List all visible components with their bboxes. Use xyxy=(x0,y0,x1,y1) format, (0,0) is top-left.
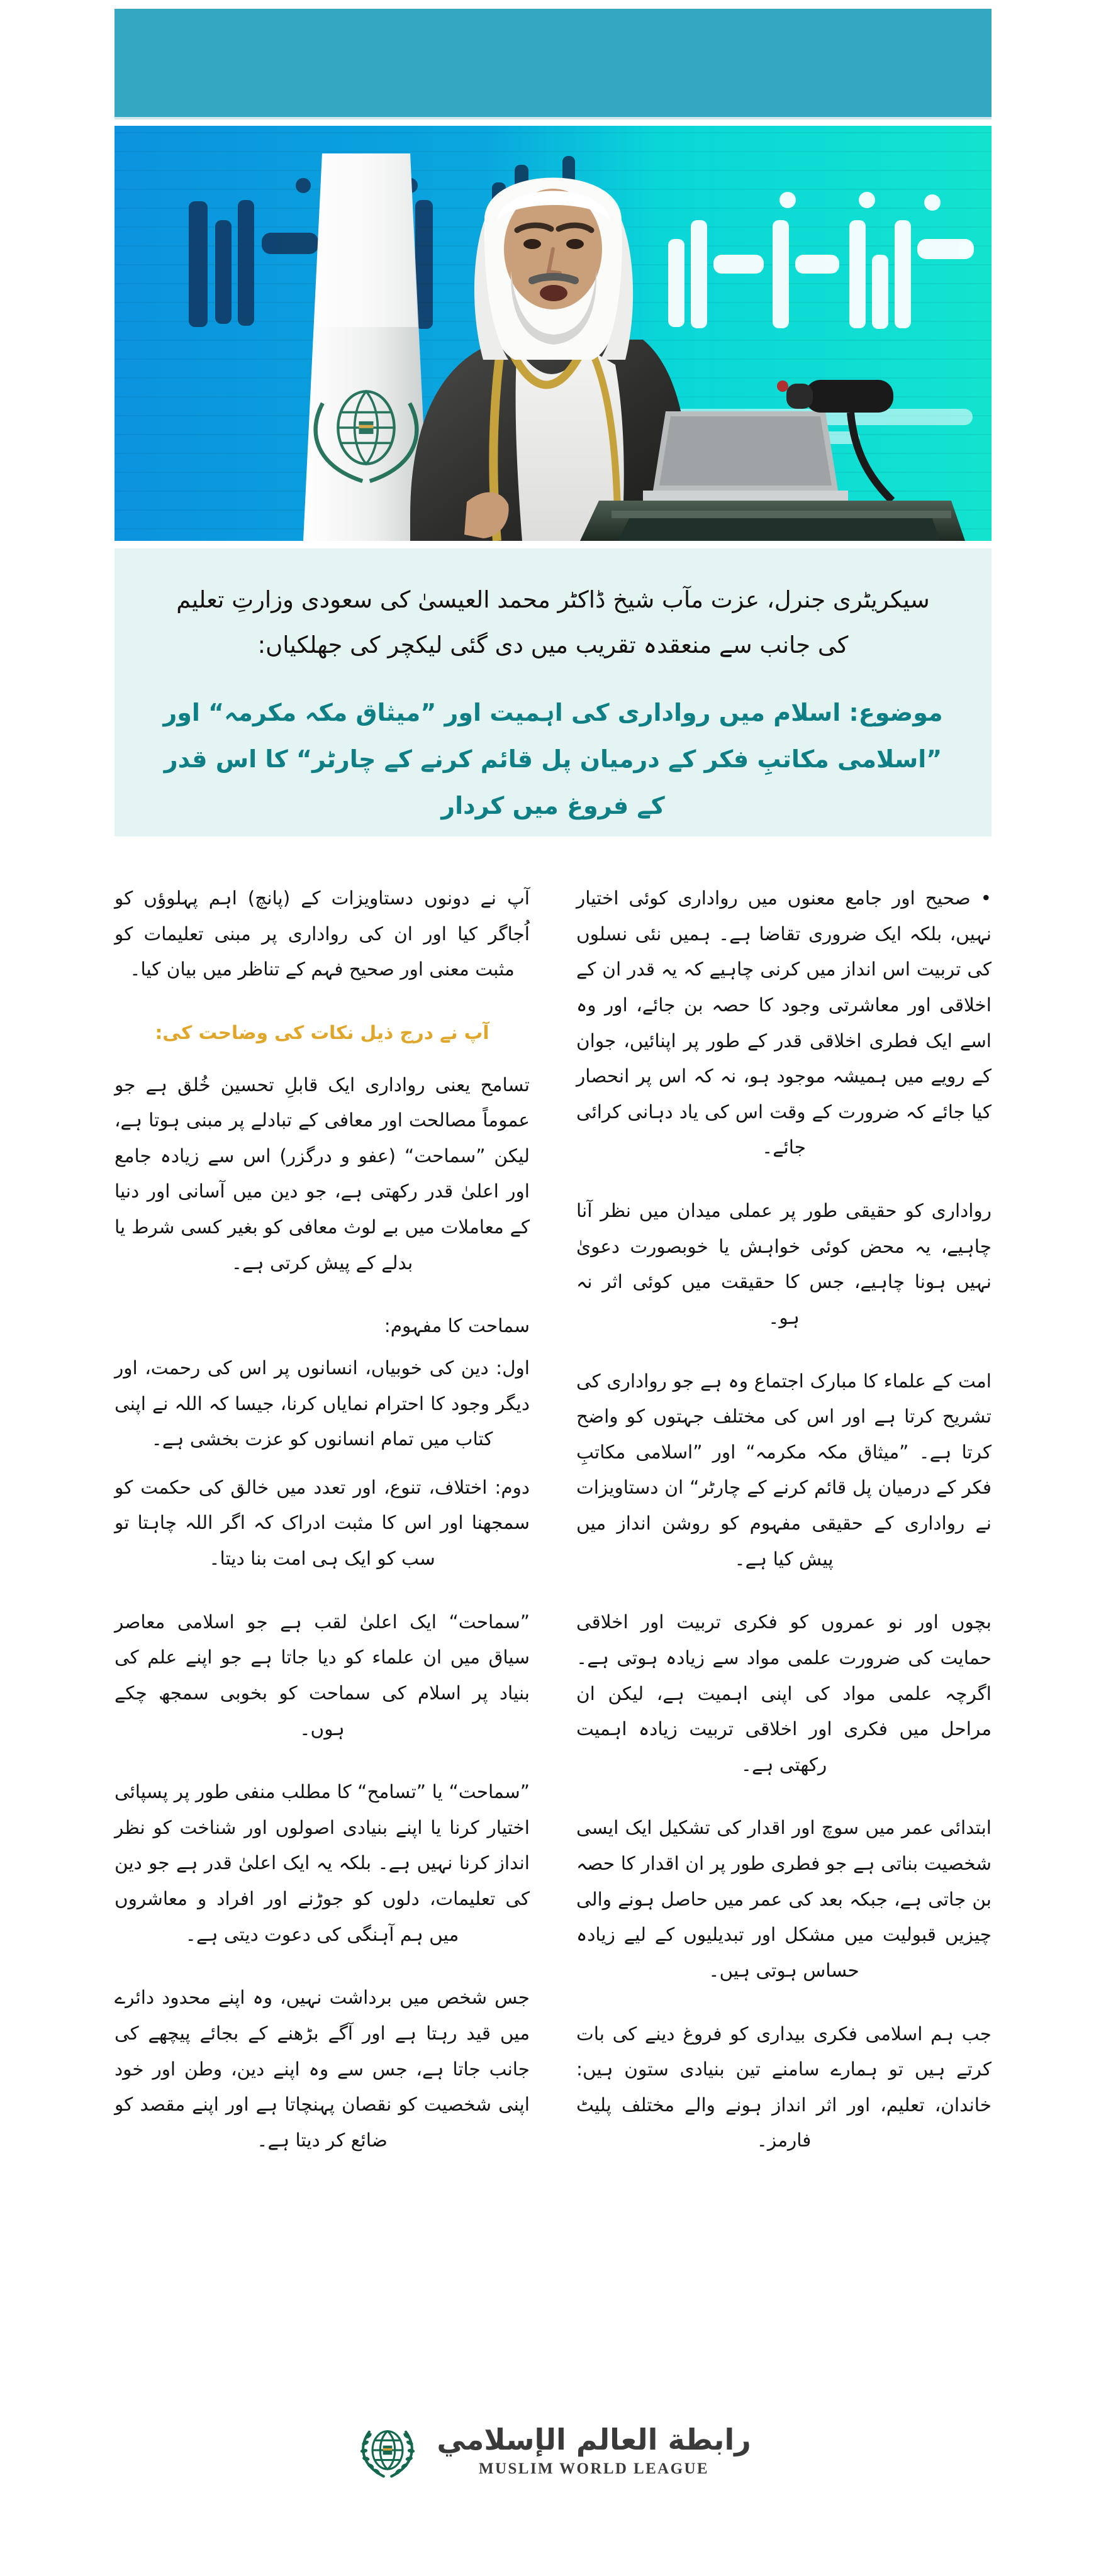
paragraph: ابتدائی عمر میں سوچ اور اقدار کی تشکیل ایک ایسی شخصیت بناتی ہے جو فطری طور پر ان اقدار کا حصہ بن جاتی ہے، جبکہ بعد کی عمر میں حاصل ہونے والی چیزیں قبولیت میں مشکل اور تبدیلیوں کے لیے زیادہ حساس ہوتی ہیں۔ xyxy=(576,1817,991,1981)
hero-photo-illustration xyxy=(115,126,991,541)
caption-subject-text: موضوع: اسلام میں رواداری کی اہمیت اور ”میثاق مکہ مکرمہ“ اور ”اسلامی مکاتبِ فکر کے درمیان پل قائم کرنے کے چارٹر“ کا اس قدر کے فروغ میں کردار xyxy=(163,699,943,820)
body-columns xyxy=(115,880,991,2390)
top-teal-band xyxy=(115,9,991,117)
paragraph: بچوں اور نو عمروں کو فکری تربیت اور اخلاقی حمایت کی ضرورت علمی مواد سے زیادہ ہوتی ہے۔ اگرچہ علمی مواد کی اپنی اہمیت ہے، لیکن ان مراحل میں فکری اور اخلاقی تربیت زیادہ اہمیت رکھتی ہے۔ xyxy=(576,1611,991,1775)
podium xyxy=(580,501,965,541)
paragraph: جس شخص میں برداشت نہیں، وہ اپنے محدود دائرے میں قید رہتا ہے اور آگے بڑھنے کے بجائے پیچھے کی جانب جاتا ہے، جس سے وہ اپنے دین، وطن اور خود اپنی شخصیت کو نقصان پہنچاتا ہے اور اپنے مقصد کو ضائع کر دیتا ہے۔ xyxy=(115,1987,530,2151)
paragraph-accent-heading: آپ نے درج ذیل نکات کی وضاحت کی: xyxy=(155,1021,489,1043)
caption-lead-text: سیکریٹری جنرل، عزت مآب شیخ ڈاکٹر محمد العیسیٰ کی سعودی وزارتِ تعلیم کی جانب سے منعقدہ تقریب میں دی گئی لیکچر کی جھلکیاں: xyxy=(176,586,930,659)
laptop xyxy=(643,411,848,504)
paragraph: امت کے علماء کا مبارک اجتماع وہ ہے جو رواداری کی تشریح کرتا ہے اور اس کی مختلف جہتوں کو واضح کرتا ہے۔ ”میثاق مکہ مکرمہ“ اور ”اسلامی مکاتبِ فکر کے درمیان پل قائم کرنے کے چارٹر“ ان دستاویزات نے رواداری کے حقیقی مفہوم کو روشن انداز میں پیش کیا ہے۔ xyxy=(576,1370,991,1570)
top-band-divider xyxy=(115,117,991,119)
paragraph: ”سماحت“ ایک اعلیٰ لقب ہے جو اسلامی معاصر سیاق میں ان علماء کو دیا جاتا ہے جو اپنے علم کی بنیاد پر اسلام کی سماحت کو بخوبی سمجھ چکے ہوں۔ xyxy=(115,1611,530,1740)
paragraph: اول: دین کی خوبیاں، انسانوں پر اس کی رحمت، اور دیگر وجود کا احترام نمایاں کرنا، جیسا کہ اللہ نے اپنی کتاب میں تمام انسانوں کو عزت بخشی ہے۔ xyxy=(115,1357,530,1450)
mwl-logo-arabic: رابطة العالم الإسلامي xyxy=(437,2423,751,2457)
paragraph: آپ نے دونوں دستاویزات کے (پانچ) اہم پہلوؤں کو اُجاگر کیا اور ان کی رواداری پر مبنی تعلیمات کو مثبت معنی اور صحیح فہم کے تناظر میں بیان کیا۔ xyxy=(115,887,530,980)
mwl-logo-english: MUSLIM WORLD LEAGUE xyxy=(479,2460,710,2477)
footer xyxy=(0,2419,1106,2576)
paragraph: ”سماحت“ یا ”تسامح“ کا مطلب منفی طور پر پسپائی اختیار کرنا یا اپنے بنیادی اصولوں اور شناخت کو نظر انداز کرنا نہیں ہے۔ بلکہ یہ ایک اعلیٰ قدر ہے جو دین کی تعلیمات، دلوں کو جوڑنے اور افراد و معاشروں میں ہم آہنگی کی دعوت دیتی ہے۔ xyxy=(115,1781,530,1945)
globe-wreath-emblem-icon xyxy=(355,2419,420,2484)
hero-photo xyxy=(115,126,991,541)
mwl-flag xyxy=(303,153,429,541)
mwl-logo-text xyxy=(437,2425,751,2478)
caption-panel xyxy=(115,548,991,836)
paragraph: رواداری کو حقیقی طور پر عملی میدان میں نظر آنا چاہیے، یہ محض کوئی خواہش یا خوبصورت دعویٰ نہیں ہونا چاہیے، جس کا حقیقت میں کوئی اثر نہ ہو۔ xyxy=(576,1200,991,1328)
paragraph-bulleted: • صحیح اور جامع معنوں میں رواداری کوئی اختیار نہیں، بلکہ ایک ضروری تقاضا ہے۔ ہمیں نئی نسلوں کی تربیت اس انداز میں کرنی چاہیے کہ یہ قدر ان کے اخلاقی اور معاشرتی وجود کا حصہ بن جائے، اور وہ اسے ایک فطری اخلاقی قدر کے طور پر اپنائیں، جوان کے رویے میں ہمیشہ موجود ہو، نہ کہ اس پر انحصار کیا جائے کہ ضرورت کے وقت اس کی یاد دہانی کرائی جائے۔ xyxy=(576,880,991,1165)
body-column-right xyxy=(115,880,530,2390)
paragraph-subheading: سماحت کا مفہوم: xyxy=(384,1315,530,1337)
paragraph: دوم: اختلاف، تنوع، اور تعدد میں خالق کی حکمت کو سمجھنا اور اس کا مثبت ادراک کہ اگر اللہ چاہتا تو سب کو ایک ہی امت بنا دیتا۔ xyxy=(115,1476,530,1569)
mwl-logo xyxy=(355,2419,751,2484)
paragraph: جب ہم اسلامی فکری بیداری کو فروغ دینے کی بات کرتے ہیں تو ہمارے سامنے تین بنیادی ستون ہیں: خاندان، تعلیم، اور اثر انداز ہونے والے مختلف پلیٹ فارمز۔ xyxy=(576,2023,991,2151)
paragraph: تسامح یعنی رواداری ایک قابلِ تحسین خُلق ہے جو عموماً مصالحت اور معافی کے تبادلے پر مبنی ہوتا ہے، لیکن ”سماحت“ (عفو و درگزر) اس سے زیادہ جامع اور اعلیٰ قدر رکھتی ہے، جو دین میں آسانی اور دنیا کے معاملات میں بے لوث معافی کو بغیر کسی شرط یا بدلے کے پیش کرتی ہے۔ xyxy=(115,1074,530,1274)
body-column-left xyxy=(576,880,991,2390)
